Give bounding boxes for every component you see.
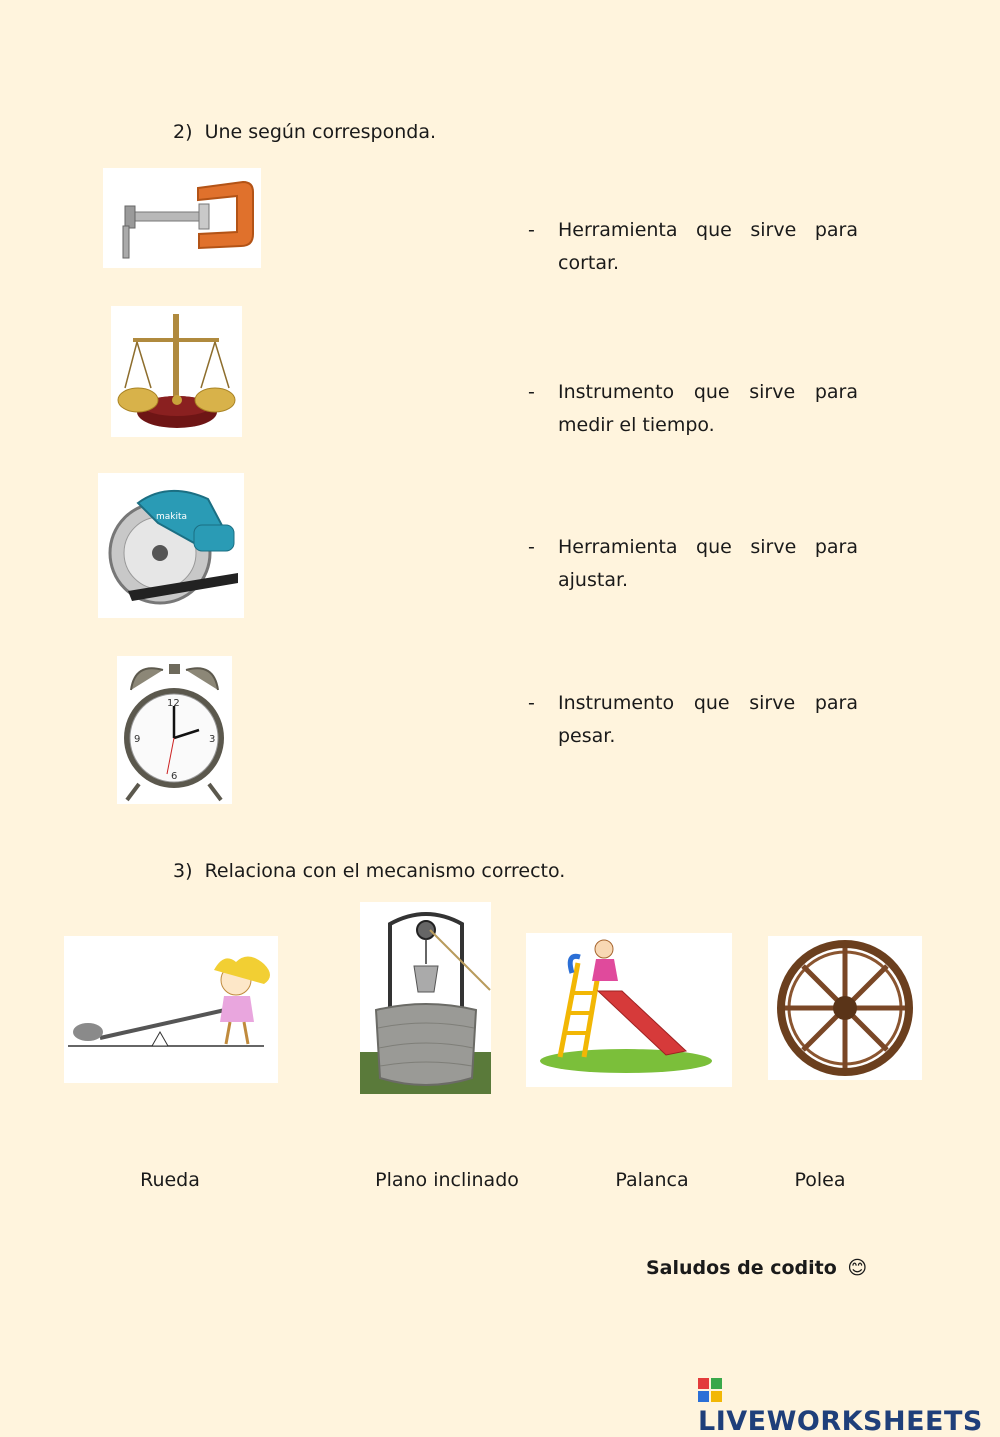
- svg-text:6: 6: [171, 771, 178, 782]
- circular-saw-icon: [98, 473, 244, 618]
- label-palanca: Palanca: [615, 1169, 689, 1191]
- definition-2: - Instrumento que sirve para medir el tiempo.: [528, 376, 858, 442]
- svg-text:3: 3: [209, 734, 216, 745]
- section-2-number: 2): [173, 121, 193, 143]
- definition-3-line2: ajustar.: [558, 569, 629, 591]
- definition-4: - Instrumento que sirve para pesar.: [528, 687, 858, 753]
- liveworksheets-logo[interactable]: [698, 1375, 1000, 1437]
- saw-image[interactable]: [98, 473, 244, 618]
- seesaw-lever-icon: [64, 936, 278, 1083]
- brand-name: LIVEWORKSHEETS: [698, 1406, 983, 1437]
- seesaw-image[interactable]: [64, 936, 278, 1083]
- slide-image[interactable]: [526, 933, 732, 1087]
- well-image[interactable]: [360, 902, 491, 1094]
- label-polea: Polea: [794, 1169, 846, 1191]
- signoff: [646, 1257, 867, 1279]
- section-2-instruction: Une según corresponda.: [204, 121, 437, 143]
- label-plano-inclinado: Plano inclinado: [375, 1169, 519, 1191]
- svg-text:9: 9: [134, 734, 141, 745]
- wheel-image[interactable]: [768, 936, 922, 1080]
- slide-inclined-plane-icon: [526, 933, 732, 1087]
- liveworksheets-badge-icon: [698, 1378, 722, 1402]
- wagon-wheel-icon: [768, 936, 922, 1080]
- section-3-number: 3): [173, 860, 193, 882]
- section-3-instruction: Relaciona con el mecanismo correcto.: [204, 860, 566, 882]
- label-rueda: Rueda: [140, 1169, 200, 1191]
- section-3-heading: [173, 860, 565, 882]
- svg-text:12: 12: [167, 698, 180, 709]
- scale-image[interactable]: [111, 306, 242, 437]
- definition-1: - Herramienta que sirve para cortar.: [528, 214, 858, 280]
- svg-text:makita: makita: [156, 512, 188, 522]
- definition-1-line2: cortar.: [558, 252, 620, 274]
- smile-icon: 😊: [847, 1257, 868, 1279]
- water-well-pulley-icon: [360, 902, 491, 1094]
- alarm-clock-icon: [117, 656, 232, 804]
- definition-2-line2: medir el tiempo.: [558, 414, 715, 436]
- signoff-text: Saludos de codito: [646, 1257, 837, 1279]
- clamp-image[interactable]: [103, 168, 261, 268]
- definition-4-line2: pesar.: [558, 725, 616, 747]
- clock-image[interactable]: [117, 656, 232, 804]
- section-2-heading: [173, 121, 436, 143]
- clamp-icon: [103, 168, 261, 268]
- definition-3: - Herramienta que sirve para ajustar.: [528, 531, 858, 597]
- balance-scale-icon: [111, 306, 242, 437]
